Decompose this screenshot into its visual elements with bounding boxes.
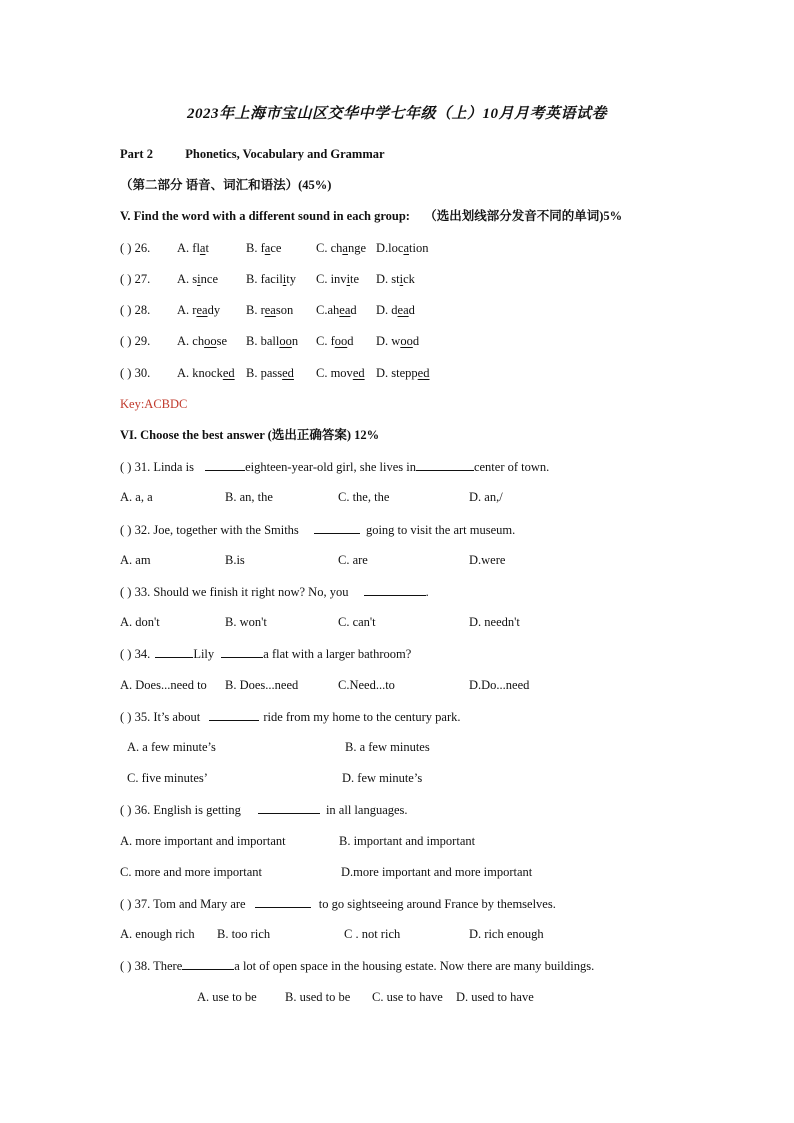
- option-37-a: A. enough rich: [120, 927, 195, 941]
- question-27-number: ( ) 27.: [120, 272, 151, 286]
- option-29-a: A. choose: [177, 334, 227, 348]
- underlined-letters: oo: [400, 334, 413, 348]
- underlined-letters: oo: [279, 334, 292, 348]
- underlined-letters: a: [264, 241, 271, 255]
- underlined-letters: a: [199, 241, 206, 255]
- option-28-c: C.ahead: [316, 303, 357, 317]
- underlined-letters: i: [346, 272, 351, 286]
- option-36-a: A. more important and important: [120, 834, 286, 848]
- page-title: 2023年上海市宝山区交华中学七年级（上）10月月考英语试卷: [186, 106, 607, 122]
- question-31: ( ) 31. Linda is eighteen-year-old girl, she lives in center of town.: [120, 460, 550, 474]
- option-30-d: D. stepped: [376, 366, 430, 380]
- option-35-b: B. a few minutes: [345, 740, 430, 754]
- underlined-letters: ea: [196, 303, 208, 317]
- option-32-b: B.is: [225, 553, 245, 567]
- underlined-letters: ea: [339, 303, 351, 317]
- option-33-b: B. won't: [225, 615, 267, 629]
- underlined-letters: i: [197, 272, 201, 286]
- option-26-b: B. face: [246, 241, 282, 255]
- option-27-c: C. invite: [316, 272, 360, 286]
- underlined-letters: ed: [417, 366, 430, 380]
- option-27-d: D. stick: [376, 272, 415, 286]
- option-34-b: B. Does...need: [225, 678, 299, 692]
- part-name: Phonetics, Vocabulary and Grammar: [185, 147, 385, 161]
- underlined-letters: ed: [222, 366, 235, 380]
- answer-blank[interactable]: [182, 957, 234, 970]
- option-37-b: B. too rich: [217, 927, 271, 941]
- answer-blank[interactable]: [205, 458, 245, 471]
- option-32-a: A. am: [120, 553, 151, 567]
- option-31-a: A. a, a: [120, 490, 153, 504]
- underlined-letters: i: [399, 272, 404, 286]
- option-33-c: C. can't: [338, 615, 376, 629]
- option-34-a: A. Does...need to: [120, 678, 207, 692]
- part-subtitle: （第二部分 语音、词汇和语法）(45%): [120, 178, 332, 192]
- question-33: ( ) 33. Should we finish it right now? No, you .: [120, 585, 429, 599]
- option-26-d: D.location: [376, 241, 429, 255]
- option-27-a: A. since: [177, 272, 218, 286]
- option-31-c: C. the, the: [338, 490, 390, 504]
- option-28-b: B. reason: [246, 303, 294, 317]
- question-37: ( ) 37. Tom and Mary are to go sightseeing around France by themselves.: [120, 897, 556, 911]
- underlined-letters: i: [282, 272, 287, 286]
- part-heading: [120, 146, 385, 162]
- option-29-b: B. balloon: [246, 334, 299, 348]
- option-31-d: D. an,/: [469, 490, 503, 504]
- option-29-c: C. food: [316, 334, 354, 348]
- underlined-letters: a: [403, 241, 409, 255]
- answer-key: Key:ACBDC: [120, 397, 188, 411]
- option-38-d: D. used to have: [456, 990, 534, 1004]
- answer-blank[interactable]: [255, 895, 311, 908]
- question-29-number: ( ) 29.: [120, 334, 151, 348]
- option-37-c: C . not rich: [344, 927, 401, 941]
- question-32: ( ) 32. Joe, together with the Smiths going to visit the art museum.: [120, 523, 516, 537]
- question-36: ( ) 36. English is getting in all languages.: [120, 803, 408, 817]
- option-30-c: C. moved: [316, 366, 365, 380]
- option-28-d: D. dead: [376, 303, 415, 317]
- answer-blank[interactable]: [221, 645, 263, 658]
- underlined-letters: oo: [204, 334, 217, 348]
- underlined-letters: ea: [397, 303, 409, 317]
- option-32-c: C. are: [338, 553, 368, 567]
- question-28-number: ( ) 28.: [120, 303, 151, 317]
- answer-blank[interactable]: [155, 645, 193, 658]
- option-30-a: A. knocked: [177, 366, 235, 380]
- question-34: ( ) 34. Lily a flat with a larger bathroom?: [120, 647, 412, 661]
- option-31-b: B. an, the: [225, 490, 273, 504]
- option-27-b: B. facility: [246, 272, 297, 286]
- option-37-d: D. rich enough: [469, 927, 544, 941]
- option-26-c: C. change: [316, 241, 367, 255]
- answer-blank[interactable]: [258, 801, 320, 814]
- option-35-d: D. few minute’s: [342, 771, 423, 785]
- option-35-a: A. a few minute’s: [127, 740, 216, 754]
- option-36-c: C. more and more important: [120, 865, 262, 879]
- question-26-number: ( ) 26.: [120, 241, 151, 255]
- underlined-letters: oo: [334, 334, 348, 348]
- section-6-heading: VI. Choose the best answer (选出正确答案) 12%: [120, 428, 380, 442]
- question-38: ( ) 38. There a lot of open space in the housing estate. Now there are many buildings.: [120, 959, 595, 973]
- answer-blank[interactable]: [416, 458, 474, 471]
- answer-blank[interactable]: [209, 708, 259, 721]
- option-29-d: D. wood: [376, 334, 420, 348]
- answer-blank[interactable]: [314, 521, 360, 534]
- option-30-b: B. passed: [246, 366, 294, 380]
- underlined-letters: ea: [264, 303, 276, 317]
- option-36-d: D.more important and more important: [341, 865, 533, 879]
- option-38-b: B. used to be: [285, 990, 351, 1004]
- option-33-d: D. needn't: [469, 615, 520, 629]
- part-label: Part 2: [120, 147, 153, 161]
- option-38-a: A. use to be: [197, 990, 257, 1004]
- option-38-c: C. use to have: [372, 990, 443, 1004]
- option-36-b: B. important and important: [339, 834, 476, 848]
- section-5-heading: V. Find the word with a different sound in each group: （选出划线部分发音不同的单词)5%: [120, 209, 623, 223]
- option-34-d: D.Do...need: [469, 678, 530, 692]
- underlined-letters: a: [342, 241, 348, 255]
- question-30-number: ( ) 30.: [120, 366, 151, 380]
- underlined-letters: ed: [352, 366, 365, 380]
- option-33-a: A. don't: [120, 615, 160, 629]
- option-26-a: A. flat: [177, 241, 209, 255]
- option-32-d: D.were: [469, 553, 506, 567]
- option-34-c: C.Need...to: [338, 678, 395, 692]
- answer-blank[interactable]: [364, 583, 426, 596]
- option-28-a: A. ready: [177, 303, 221, 317]
- question-35: ( ) 35. It’s about ride from my home to the century park.: [120, 710, 461, 724]
- underlined-letters: ed: [282, 366, 294, 380]
- option-35-c: C. five minutes’: [127, 771, 208, 785]
